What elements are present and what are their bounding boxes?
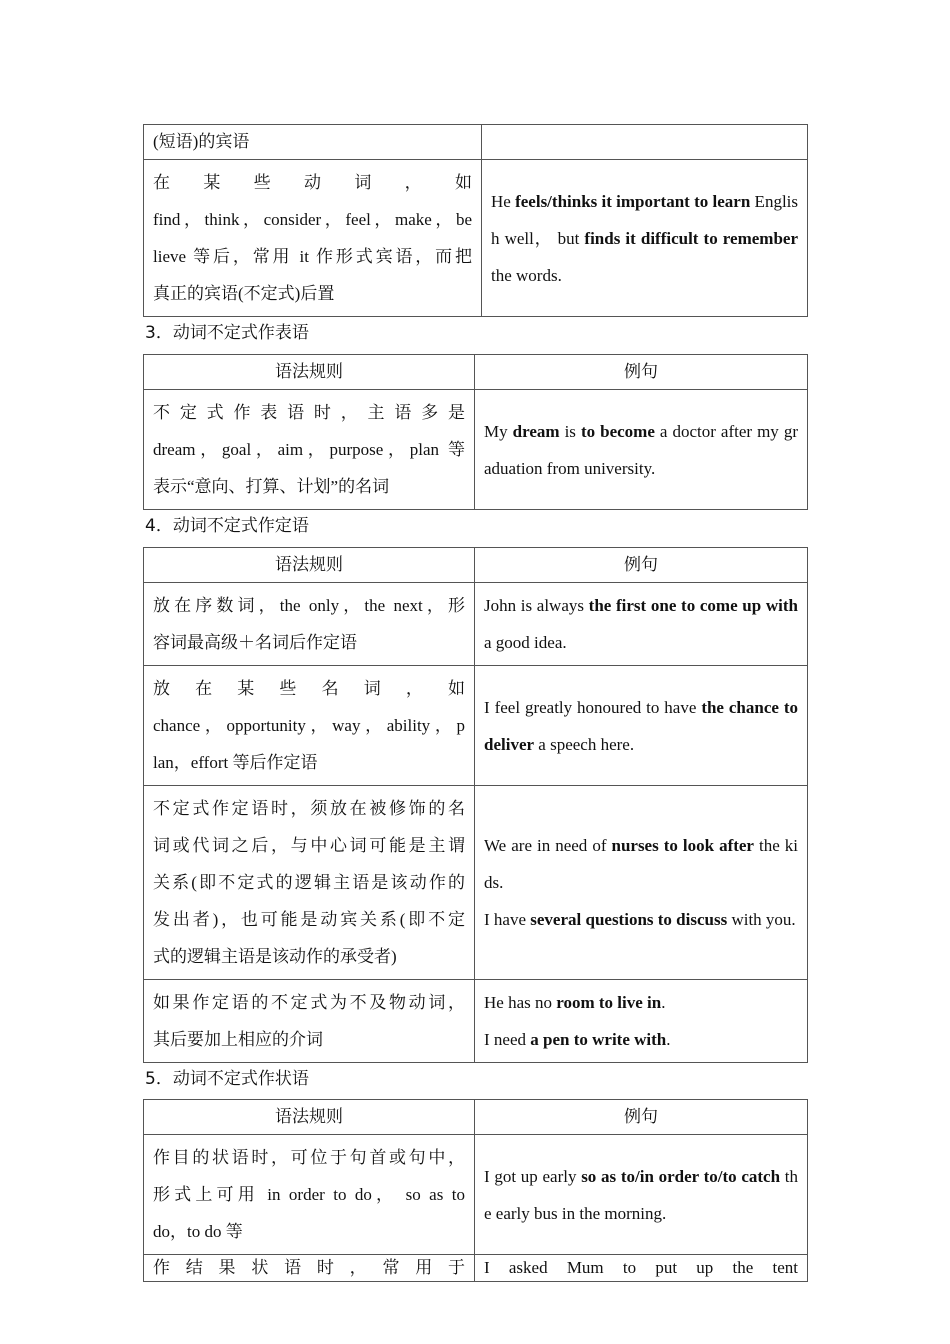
rule-line: 不 定 式 作 表 语 时 ， 主 语 多 是 [153, 403, 465, 422]
rule-line: 式的逻辑主语是该动作的承受者) [153, 947, 397, 966]
table-adverbial-infinitive [143, 1099, 808, 1282]
rule-cell [144, 666, 475, 786]
rule-line: dream，goal，aim，purpose，plan 等 [153, 440, 465, 459]
column-header-rule: 语法规则 [144, 1100, 475, 1135]
rule-line: 如果作定语的不定式为不及物动词， [153, 993, 465, 1012]
rule-cell [144, 1255, 475, 1282]
rule-line: 容词最高级＋名词后作定语 [153, 633, 357, 652]
table-predicative-infinitive [143, 354, 808, 510]
document-page [143, 124, 807, 1282]
rule-line: 放在序数词，the only，the next，形 [153, 596, 465, 615]
example-cell: He feels/thinks it important to learn English well， but finds it difficult to remember the words. [482, 160, 808, 317]
rule-line: 发出者)，也可能是动宾关系(即不定 [153, 910, 465, 929]
example-line: I asked Mum to put up the tent [484, 1258, 798, 1277]
rule-cell [144, 390, 475, 510]
column-header-rule: 语法规则 [144, 548, 475, 583]
rule-line: lan，effort 等后作定语 [153, 753, 318, 772]
rule-line: 表示“意向、打算、计划”的名词 [153, 477, 390, 496]
example-cell [482, 125, 808, 160]
column-header-example: 例句 [475, 548, 808, 583]
table-header-row [144, 548, 808, 583]
rule-line: 放 在 某 些 名 词 ， 如 [153, 679, 465, 698]
column-header-rule: 语法规则 [144, 355, 475, 390]
table-header-row [144, 1100, 808, 1135]
table-row [144, 666, 808, 786]
rule-line: 作 结 果 状 语 时 ， 常 用 于 [153, 1258, 465, 1277]
rule-line: 作目的状语时，可位于句首或句中， [153, 1148, 465, 1167]
section-heading-3: 3．动词不定式作表语 [145, 323, 309, 343]
table-attributive-infinitive [143, 547, 808, 1063]
table-row [144, 160, 808, 317]
rule-line: 其后要加上相应的介词 [153, 1030, 323, 1049]
table-row [144, 583, 808, 666]
rule-line: find，think，consider，feel，make，be [153, 210, 472, 229]
table-row [144, 980, 808, 1063]
rule-line: 真正的宾语(不定式)后置 [153, 284, 335, 303]
example-cell: I feel greatly honoured to have the chance to deliver a speech here. [475, 666, 808, 786]
section-heading-5: 5．动词不定式作状语 [145, 1069, 309, 1089]
example-cell: John is always the first one to come up with a good idea. [475, 583, 808, 666]
rule-line: lieve 等后，常用 it 作形式宾语，而把 [153, 247, 472, 266]
table-header-row [144, 355, 808, 390]
example-cell: He has no room to live in. I need a pen to write with. [475, 980, 808, 1063]
rule-line: chance，opportunity，way，ability，p [153, 716, 465, 735]
rule-line: 形式上可用 in order to do， so as to [153, 1185, 465, 1204]
rule-cell [144, 980, 475, 1063]
rule-line: 关系(即不定式的逻辑主语是该动作的 [153, 873, 465, 892]
column-header-example: 例句 [475, 1100, 808, 1135]
rule-line: 词或代词之后，与中心词可能是主谓 [153, 836, 465, 855]
table-row [144, 786, 808, 980]
table-object-infinitive [143, 124, 808, 317]
column-header-example: 例句 [475, 355, 808, 390]
rule-cell: (短语)的宾语 [144, 125, 482, 160]
table-row [144, 390, 808, 510]
example-cell: My dream is to become a doctor after my graduation from university. [475, 390, 808, 510]
rule-cell [144, 583, 475, 666]
rule-cell [144, 786, 475, 980]
example-cell [475, 1255, 808, 1282]
example-cell: We are in need of nurses to look after the kids. I have several questions to discuss with you. [475, 786, 808, 980]
table-row [144, 1135, 808, 1255]
table-row [144, 125, 808, 160]
section-heading-4: 4．动词不定式作定语 [145, 516, 309, 536]
rule-cell [144, 1135, 475, 1255]
example-cell: I got up early so as to/in order to/to catch the early bus in the morning. [475, 1135, 808, 1255]
rule-line: 在 某 些 动 词 ， 如 [153, 173, 472, 192]
rule-line: do，to do 等 [153, 1222, 243, 1241]
rule-line: 不定式作定语时，须放在被修饰的名 [153, 799, 465, 818]
rule-cell [144, 160, 482, 317]
table-row [144, 1255, 808, 1282]
